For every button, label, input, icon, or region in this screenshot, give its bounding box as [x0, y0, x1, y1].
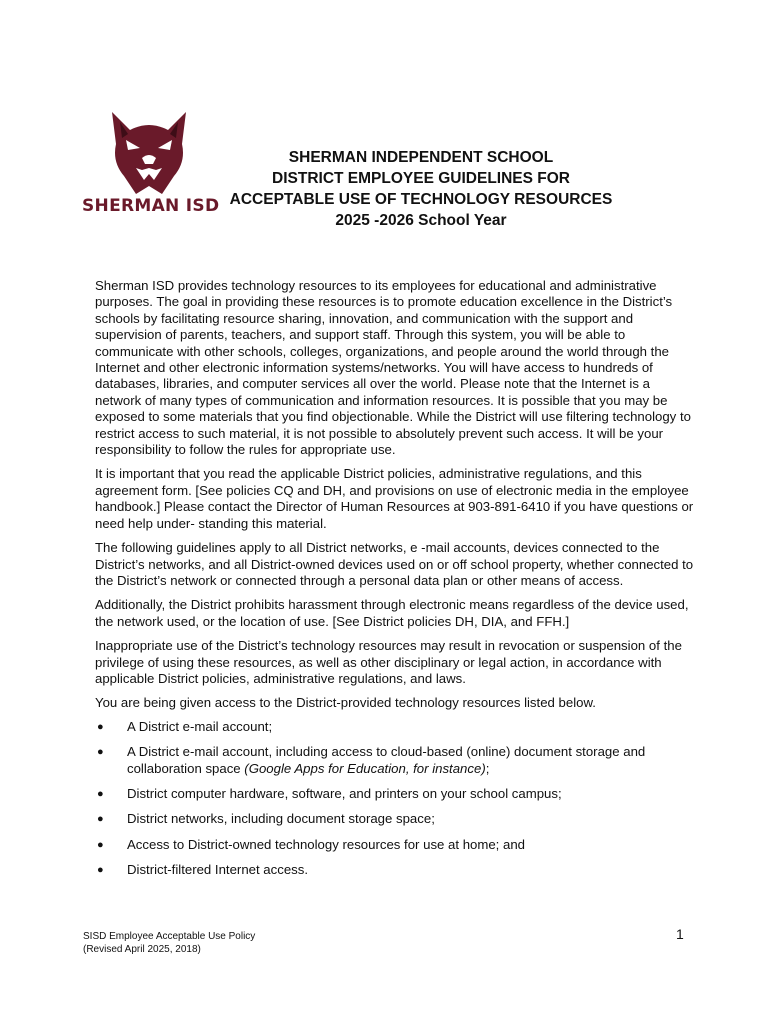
footer-policy-title: SISD Employee Acceptable Use Policy [83, 931, 256, 942]
list-item-italic-text: (Google Apps for Education, for instance) [244, 760, 486, 776]
paragraph-resources-intro: You are being given access to the District-provided technology resources listed below. [95, 695, 596, 711]
list-item [95, 719, 695, 735]
document-body [95, 278, 695, 888]
list-item-text: A District e-mail account, including access to cloud-based (online) document storage and collaboration space [127, 744, 646, 776]
district-logo [82, 110, 220, 220]
paragraph-harassment: Additionally, the District prohibits harassment through electronic means regardless of the device used, the network used, or the location of use. [See District policies DH, DIA, and FFH.] [95, 597, 689, 629]
list-item [95, 862, 695, 878]
logo-wordmark: SHERMAN ISD [82, 196, 220, 216]
list-item-text: Access to District-owned technology resources for use at home; and [127, 836, 526, 852]
list-item [95, 837, 695, 853]
bullet-icon: ● [97, 787, 104, 800]
list-item-text: A District e-mail account; [127, 718, 273, 734]
paragraph-guidelines: The following guidelines apply to all District networks, e -mail accounts, devices connected to the District’s networks, and all District-owned devices used on or off school property, whether connected to the District’s network or connected through a personal data plan or other means of access. [95, 540, 694, 588]
paragraph-inappropriate-use: Inappropriate use of the District’s technology resources may result in revocation or suspension of the privilege of using these resources, as well as other disciplinary or legal action, in accordance with applicable District policies, administrative regulations, and laws. [95, 638, 682, 686]
bearcat-mascot-icon [106, 110, 192, 196]
document-title [212, 147, 630, 231]
list-item-text-end: ; [485, 760, 490, 776]
list-item-text: District-filtered Internet access. [127, 862, 309, 878]
bullet-icon: ● [97, 746, 104, 759]
page-number: 1 [676, 926, 684, 942]
list-item-text: District computer hardware, software, and printers on your school campus; [127, 785, 562, 801]
paragraph-intro: Sherman ISD provides technology resources to its employees for educational and administrative purposes. The goal in providing these resources is to promote education excellence in the District’s schools by facilitating resource sharing, innovation, and communication with the support and supervision of parents, teachers, and support staff. Through this system, you will be able to communicate with other schools, colleges, organizations, and people around the world through the Internet and other electronic information systems/networks. You will have access to hundreds of databases, libraries, and computer services all over the world. Please note that the Internet is a network of many types of communication and information resources. It is possible that you may be exposed to some materials that you find objectionable. While the District will use filtering technology to restrict access to such material, it is not possible to absolutely prevent such access. It will be your responsibility to follow the rules for appropriate use. [95, 278, 691, 458]
bullet-icon: ● [97, 864, 104, 877]
bullet-icon: ● [97, 838, 104, 851]
title-line: DISTRICT EMPLOYEE GUIDELINES FOR [272, 170, 570, 187]
list-item [95, 744, 695, 777]
title-line: 2025 -2026 School Year [335, 212, 507, 229]
page-footer [83, 930, 255, 956]
resource-list [95, 719, 695, 879]
list-item-text: District networks, including document storage space; [127, 811, 435, 827]
bullet-icon: ● [97, 720, 104, 733]
paragraph-policies: It is important that you read the applicable District policies, administrative regulations, and this agreement form. [See policies CQ and DH, and provisions on use of electronic media in the employee handbook.] Please contact the Director of Human Resources at 903-891-6410 if you have questions or need help under- standing this material. [95, 466, 694, 531]
bullet-icon: ● [97, 813, 104, 826]
title-line: SHERMAN INDEPENDENT SCHOOL [288, 149, 554, 166]
list-item [95, 811, 695, 827]
footer-revision-date: (Revised April 2025, 2018) [83, 944, 201, 955]
title-line: ACCEPTABLE USE OF TECHNOLOGY RESOURCES [229, 191, 613, 208]
list-item [95, 786, 695, 802]
